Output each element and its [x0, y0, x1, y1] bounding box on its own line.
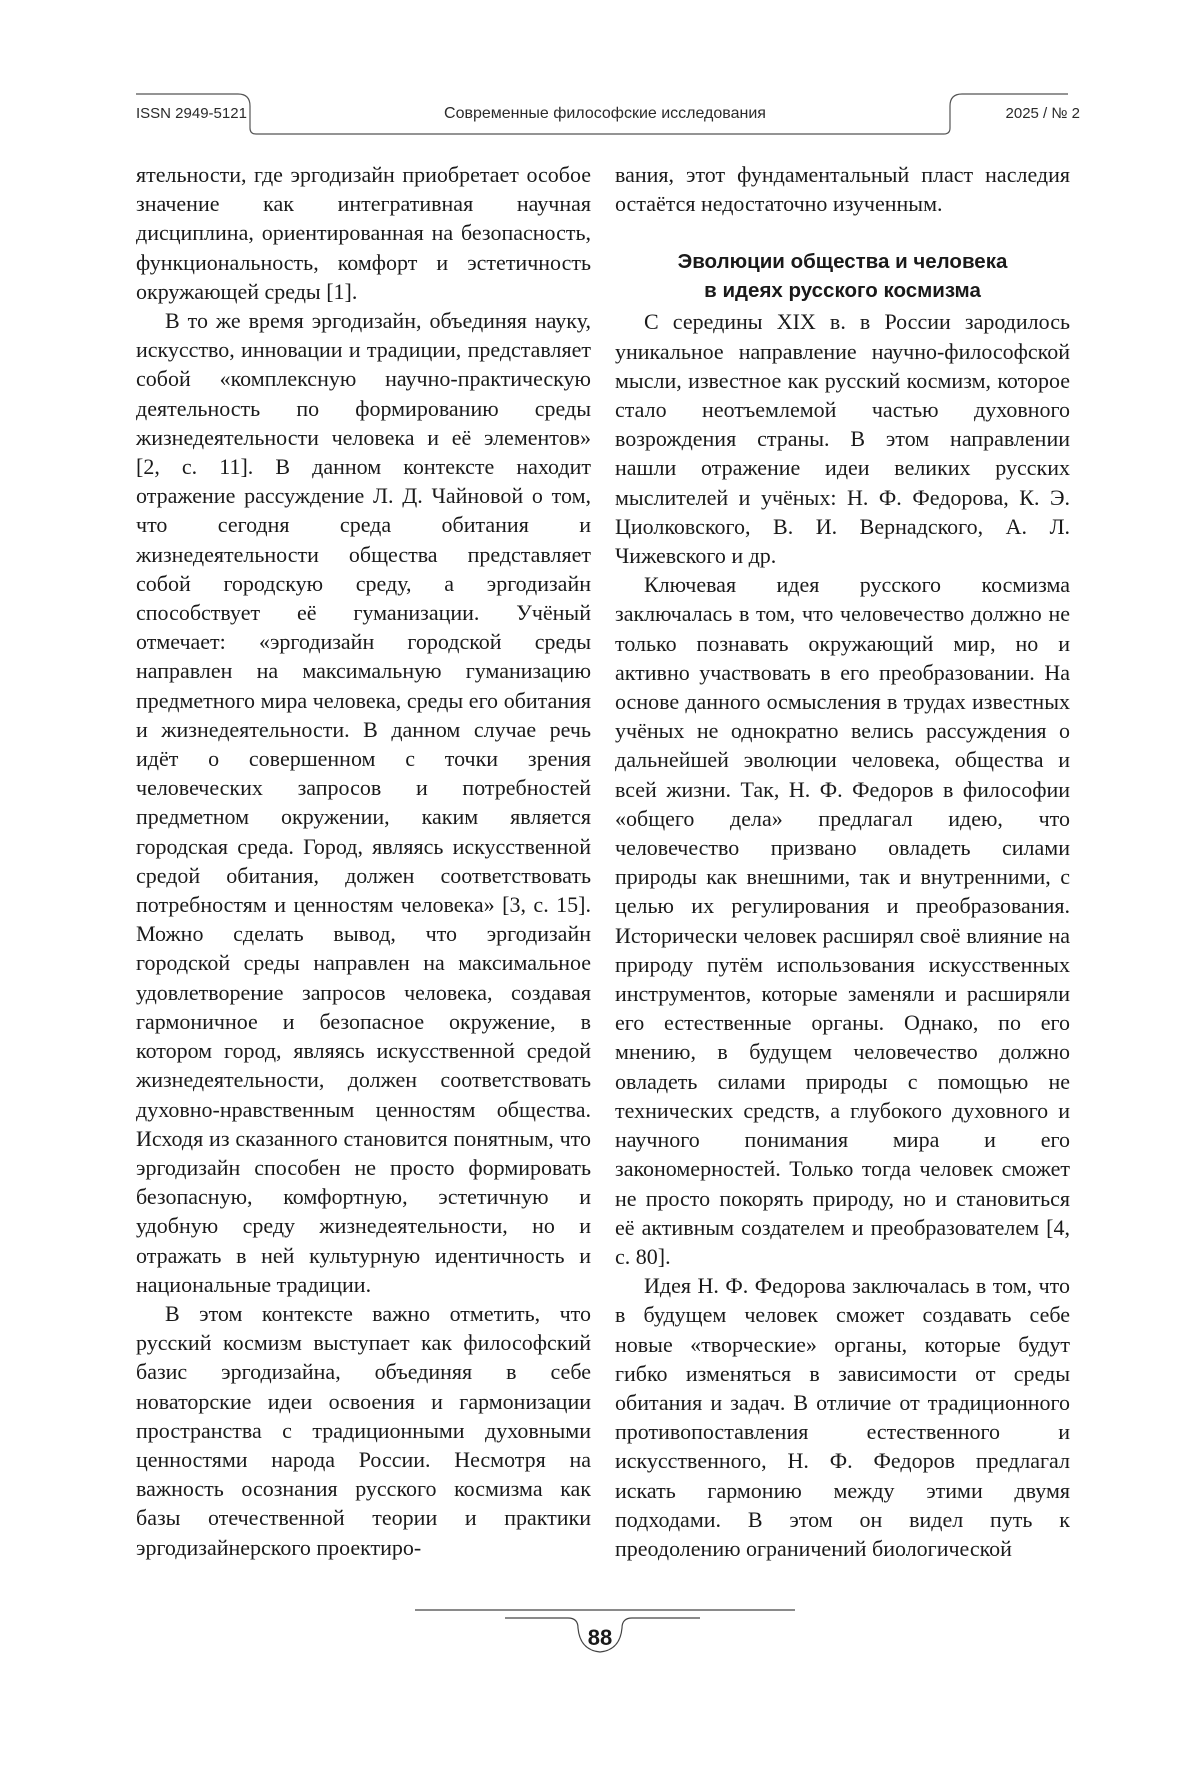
- section-heading-line: в идеях русского космизма: [704, 279, 981, 303]
- paragraph: Ключевая идея русского космизма заключалась в том, что человечество должно не только познавать окружающий мир, но и активно участвовать в его преобразовании. На основе данного осмысления в трудах известных учёных не однократно велись рассуждения о дальнейшей эволюции человека, общества и всей жизни. Так, Н. Ф. Федоров в философии «общего дела» предлагал идею, что человечество призвано овладеть силами природы как внешними, так и внутренними, с целью их регулирования и преобразования. Исторически человек расширял своё влияние на природу путём использования искусственных инструментов, которые заменяли и расширяли его естественные органы. Однако, по его мнению, в будущем человечество должно овладеть силами природы с помощью не технических средств, а глубокого духовного и научного понимания мира и его закономерностей. Только тогда человек сможет не просто покорять природу, но и становиться её активным создателем и преобразователем [4, с. 80].: [615, 572, 1070, 1269]
- issue-label: 2025 / № 2: [1005, 105, 1080, 122]
- left-column: [136, 160, 591, 1562]
- page-number: 88: [587, 1625, 613, 1650]
- paragraph: вания, этот фундаментальный пласт наследия остаётся недостаточно изученным.: [615, 162, 1070, 217]
- journal-title: Современные философские исследования: [444, 105, 766, 122]
- paragraph: С середины XIX в. в России зародилось уникальное направление научно-философской мысли, известное как русский космизм, которое стало неотъемлемой частью духовного возрождения страны. В этом направлении нашли отражение идеи великих русских мыслителей и учёных: Н. Ф. Федорова, К. Э. Циолковского, В. И. Вернадского, А. Л. Чижевского и др.: [615, 309, 1070, 569]
- paragraph: В этом контексте важно отметить, что русский космизм выступает как философский базис эргодизайна, объединяя в себе новаторские идеи освоения и гармонизации пространства с традиционными духовными ценностями народа России. Несмотря на важность осознания русского космизма как базы отечественной теории и практики эргодизайнерского проектиро-: [136, 1300, 591, 1560]
- section-heading-line: Эволюции общества и человека: [677, 250, 1008, 274]
- paragraph: Идея Н. Ф. Федорова заключалась в том, что в будущем человек сможет создавать себе новые «творческие» органы, которые будут гибко изменяться в зависимости от среды обитания и задач. В отличие от традиционного противопоставления естественного и искусственного, Н. Ф. Федоров предлагал искать гармонию между этими двумя подходами. В этом он видел путь к преодолению ограничений биологической: [615, 1273, 1070, 1561]
- right-column: [615, 160, 1070, 1563]
- header-frame: [0, 0, 1200, 150]
- paragraph: В то же время эргодизайн, объединяя науку, искусство, инновации и традиции, представляет собой «комплексную научно-практическую деятельность по формированию среды жизнедеятельности человека и её элементов» [2, с. 11]. В данном контексте находит отражение рассуждение Л. Д. Чайновой о том, что сегодня среда обитания и жизнедеятельности общества представляет собой городскую среду, а эргодизайн способствует её гуманизации. Учёный отмечает: «эргодизайн городской среды направлен на максимальную гуманизацию предметного мира человека, среды его обитания и жизнедеятельности. В данном случае речь идёт о совершенном с точки зрения человеческих запросов и потребностей предметном окружении, каким является городская среда. Город, являясь искусственной средой обитания, должен соответствовать потребностям и ценностям человека» [3, с. 15]. Можно сделать вывод, что эргодизайн городской среды направлен на максимальное удовлетворение запросов человека, создавая гармоничное и безопасное окружение, в котором город, являясь искусственной средой жизнедеятельности, должен соответствовать духовно-нравственным ценностям общества. Исходя из сказанного становится понятным, что эргодизайн способен не просто формировать безопасную, комфортную, эстетичную и удобную среду жизнедеятельности, но и отражать в ней культурную идентичность и национальные традиции.: [136, 308, 591, 1297]
- paragraph: ятельности, где эргодизайн приобретает особое значение как интегративная научная дисциплина, ориентированная на безопасность, функциональность, комфорт и эстетичность окружающей среды [1].: [136, 162, 591, 304]
- section-heading: [615, 247, 1070, 305]
- running-header: [0, 0, 1200, 150]
- issn-label: ISSN 2949-5121: [136, 105, 247, 122]
